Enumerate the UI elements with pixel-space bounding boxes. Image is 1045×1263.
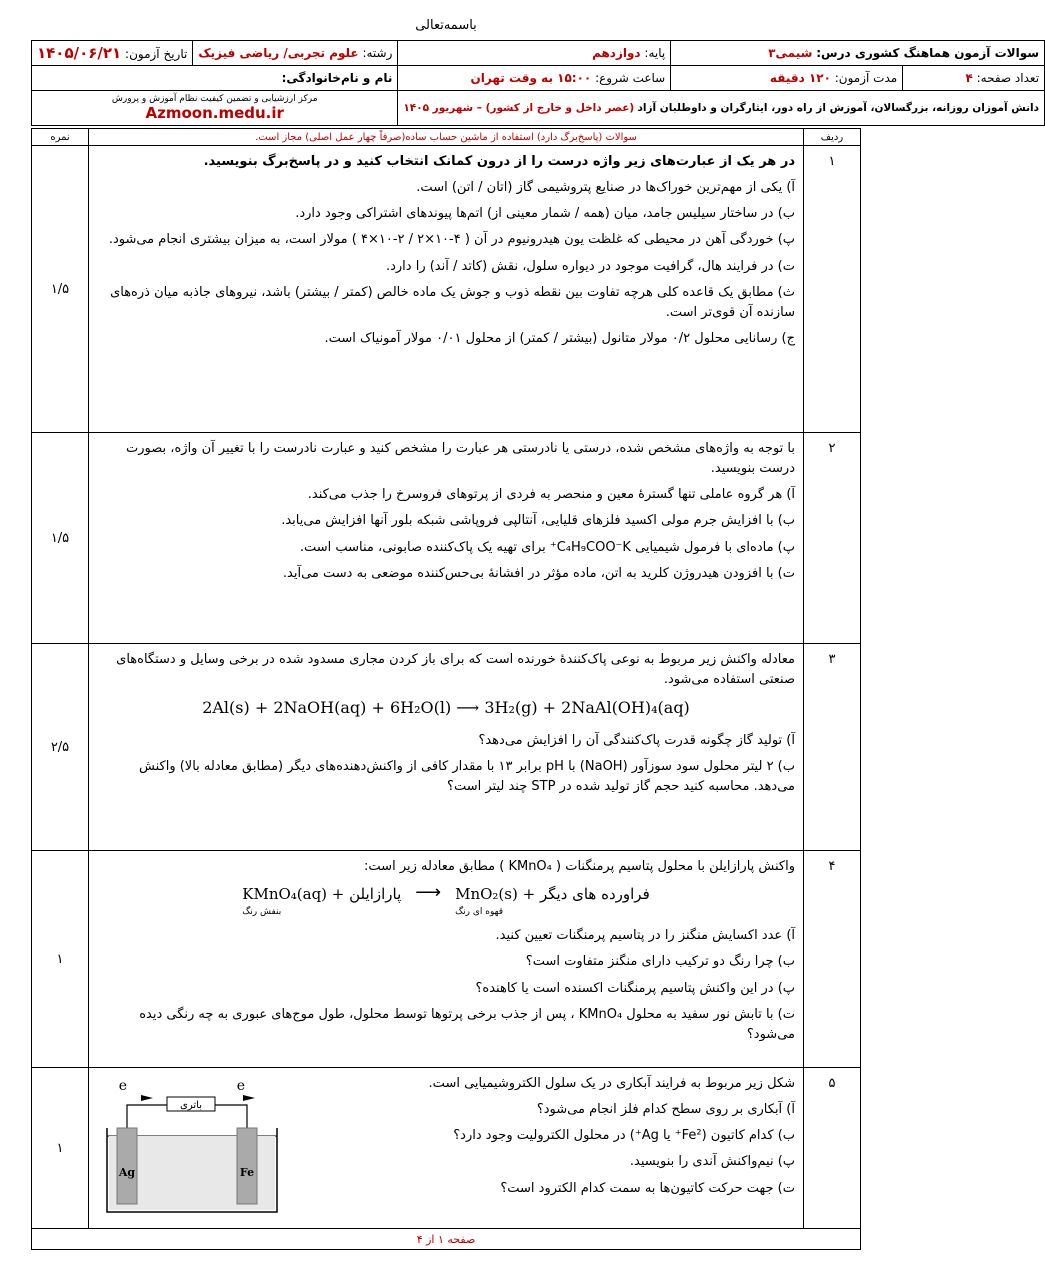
- column-header-row: [32, 129, 861, 146]
- question-number: ۲: [804, 433, 861, 644]
- participants-cell: دانش آموزان روزانه، بزرگسالان، آموزش از راه دور، ایثارگران و داوطلبان آزاد (عصر داخل و خارج از کشور) – شهریور ۱۴۰۵: [398, 91, 1045, 126]
- score-column-header: نمره: [32, 129, 89, 146]
- document-heading: باسمه‌تعالی: [415, 18, 477, 33]
- question-row: [32, 146, 861, 433]
- student-name-cell: نام و نام‌خانوادگی:: [32, 66, 398, 91]
- question-item: آ) هر گروه عاملی تنها گسترهٔ معین و منحصر به فردی از پرتوهای فروسرخ را جذب می‌کند.: [307, 487, 795, 503]
- question-number: ۴: [804, 851, 861, 1068]
- question-intro: واکنش پارازایلن با محلول پتاسیم پرمنگنات ( KMnO₄ ) مطابق معادله زیر است:: [364, 859, 795, 874]
- page-footer: صفحه ۱ از ۴: [32, 1229, 861, 1250]
- question-item: پ) در این واکنش پتاسیم پرمنگنات اکسنده است یا کاهنده؟: [475, 980, 795, 996]
- question-content: [89, 1068, 804, 1229]
- electrode-label-left: Ag: [118, 1166, 136, 1179]
- center-cell: [32, 91, 398, 126]
- question-item: ت) با افزودن هیدروژن کلرید به اتن، ماده مؤثر در افشانهٔ بی‌حس‌کننده موضعی به دست می‌آید.: [282, 565, 795, 581]
- question-item: آ) عدد اکسایش منگنز را در پتاسیم پرمنگنات تعیین کنید.: [495, 928, 795, 944]
- question-item: ج) رسانایی محلول ۰/۲ مولار متانول (بیشتر / کمتر) از محلول ۰/۰۱ مولار آمونیاک است.: [324, 330, 795, 346]
- question-item: ب) کدام کاتیون (Fe²⁺ یا Ag⁺) در محلول الکترولیت وجود دارد؟: [453, 1128, 795, 1144]
- question-intro: با توجه به واژه‌های مشخص شده، درستی یا نادرستی هر عبارت را مشخص کنید و عبارت نادرست را با تغییر آن واژه، بصورت درست بنویسید.: [126, 441, 795, 477]
- question-intro: در هر یک از عبارت‌های زیر واژه درست را از درون کمانک انتخاب کنید و در پاسخ‌برگ بنویسید.: [203, 154, 795, 169]
- question-number: ۱: [804, 146, 861, 433]
- battery-label: باتری: [180, 1100, 202, 1111]
- question-content: [89, 146, 804, 433]
- center-name: مرکز ارزشیابی و تضمین کیفیت نظام آموزش و پرورش: [111, 94, 318, 105]
- question-row: [32, 433, 861, 644]
- electron-label-right: e: [236, 1078, 245, 1094]
- page-footer-row: [32, 1229, 861, 1250]
- field-cell: رشته: علوم تجربی/ ریاضی فیزیک: [193, 41, 398, 66]
- equation-right: MnO₂(s) + فراورده های دیگر قهوه ای رنگ: [455, 885, 650, 918]
- reaction-arrow: ⟶: [415, 882, 442, 904]
- question-item: ب) چرا رنگ دو ترکیب دارای منگنز متفاوت است؟: [525, 954, 795, 970]
- question-intro: معادله واکنش زیر مربوط به نوعی پاک‌کنندهٔ خورنده است که برای باز کردن مجاری مسدود شده در برخی وسایل و دستگاه‌های صنعتی استفاده می‌شود.: [116, 652, 795, 688]
- question-score: ۱: [32, 851, 89, 1068]
- question-score: ۱: [32, 1068, 89, 1229]
- question-content: [89, 851, 804, 1068]
- question-item: آ) تولید گاز چگونه قدرت پاک‌کنندگی آن را افزایش می‌دهد؟: [478, 733, 795, 749]
- questions-table: [31, 128, 861, 1250]
- start-time-cell: ساعت شروع: ۱۵:۰۰ به وقت تهران: [398, 66, 671, 91]
- question-content: [89, 644, 804, 851]
- wire-right: [215, 1105, 247, 1128]
- duration-cell: مدت آزمون: ۱۲۰ دقیقه: [671, 66, 903, 91]
- question-item: ت) در فرایند هال، گرافیت موجود در دیواره سلول، نقش (کاتد / آند) را دارد.: [385, 258, 795, 274]
- question-item: آ) یکی از مهم‌ترین خوراک‌ها در صنایع پتروشیمی گاز (اتان / اتن) است.: [416, 180, 795, 196]
- electrode-label-right: Fe: [239, 1166, 255, 1179]
- question-item: پ) ماده‌ای با فرمول شیمیایی C₄H₉COO⁻K⁺ برای تهیه یک پاک‌کننده صابونی، مناسب است.: [299, 539, 795, 555]
- equation-left: KMnO₄(aq) + پارازایلن بنفش رنگ: [242, 885, 402, 918]
- question-item: ب) ۲ لیتر محلول سود سوزآور (NaOH) با pH برابر ۱۳ با مقدار کافی از واکنش‌دهنده‌های دیگر (مطابق معادله بالا) واکنش می‌دهد. محاسبه کنید حجم گاز تولید شده در STP چند لیتر است؟: [139, 759, 795, 795]
- exam-header: [31, 40, 1045, 126]
- center-website: Azmoon.medu.ir: [145, 103, 284, 122]
- question-row: [32, 851, 861, 1068]
- question-item: پ) نیم‌واکنش آندی را بنویسید.: [629, 1154, 795, 1170]
- question-number: ۳: [804, 644, 861, 851]
- question-item: پ) خوردگی آهن در محیطی که غلظت یون هیدرونیوم در آن ( ۴-۱۰×۲ / ۲-۱۰×۴ ) مولار است، به میزان بیشتری انجام می‌شود.: [108, 232, 795, 248]
- grade-cell: پایه: دوازدهم: [398, 41, 671, 66]
- page-count-cell: تعداد صفحه: ۴: [903, 66, 1045, 91]
- question-score: ۲/۵: [32, 644, 89, 851]
- electroplating-cell-diagram: [97, 1078, 287, 1218]
- wire-left: [127, 1105, 167, 1128]
- question-intro: شکل زیر مربوط به فرایند آبکاری در یک سلول الکتروشیمیایی است.: [428, 1076, 795, 1091]
- reaction-equation: 2Al(s) + 2NaOH(aq) + 6H₂O(l) ⟶ 3H₂(g) + 2NaAl(OH)₄(aq): [202, 698, 690, 718]
- question-score: ۱/۵: [32, 146, 89, 433]
- question-row: [32, 1068, 861, 1229]
- exam-date-cell: تاریخ آزمون: ۱۴۰۵/۰۶/۲۱: [32, 41, 193, 66]
- question-item: ب) در ساختار سیلیس جامد، میان (همه / شمار معینی از) اتم‌ها پیوندهای اشتراکی وجود دارد.: [295, 206, 795, 222]
- question-row: [32, 644, 861, 851]
- question-item: ت) جهت حرکت کاتیون‌ها به سمت کدام الکترود است؟: [500, 1180, 795, 1196]
- exam-title-cell: سوالات آزمون هماهنگ کشوری درس: شیمی۳: [671, 41, 1045, 66]
- row-column-header: ردیف: [804, 129, 861, 146]
- arrow-left-icon: [141, 1095, 153, 1101]
- question-score: ۱/۵: [32, 433, 89, 644]
- electron-label-left: e: [118, 1078, 127, 1094]
- permanganate-equation: [97, 883, 795, 920]
- questions-column-header: سوالات (پاسخ‌برگ دارد) استفاده از ماشین حساب ساده(صرفاً چهار عمل اصلی) مجاز است.: [89, 129, 804, 146]
- question-item: ت) با تابش نور سفید به محلول KMnO₄ ، پس از جذب برخی پرتوها توسط محلول، طول موج‌های عبوری به چه رنگی دیده می‌شود؟: [139, 1006, 795, 1042]
- arrow-right-icon: [243, 1095, 255, 1101]
- question-item: آ) آبکاری بر روی سطح کدام فلز انجام می‌شود؟: [536, 1102, 795, 1118]
- question-item: ث) مطابق یک قاعده کلی هرچه تفاوت بین نقطه ذوب و جوش یک ماده خالص (کمتر / بیشتر) باشد، نیروهای جاذبه میان ذره‌های سازنده آن قوی‌تر است.: [110, 284, 795, 320]
- question-content: [89, 433, 804, 644]
- question-number: ۵: [804, 1068, 861, 1229]
- question-item: ب) با افزایش جرم مولی اکسید فلزهای قلیایی، آنتالپی فروپاشی شبکه بلور آنها افزایش می‌یابد.: [281, 513, 795, 529]
